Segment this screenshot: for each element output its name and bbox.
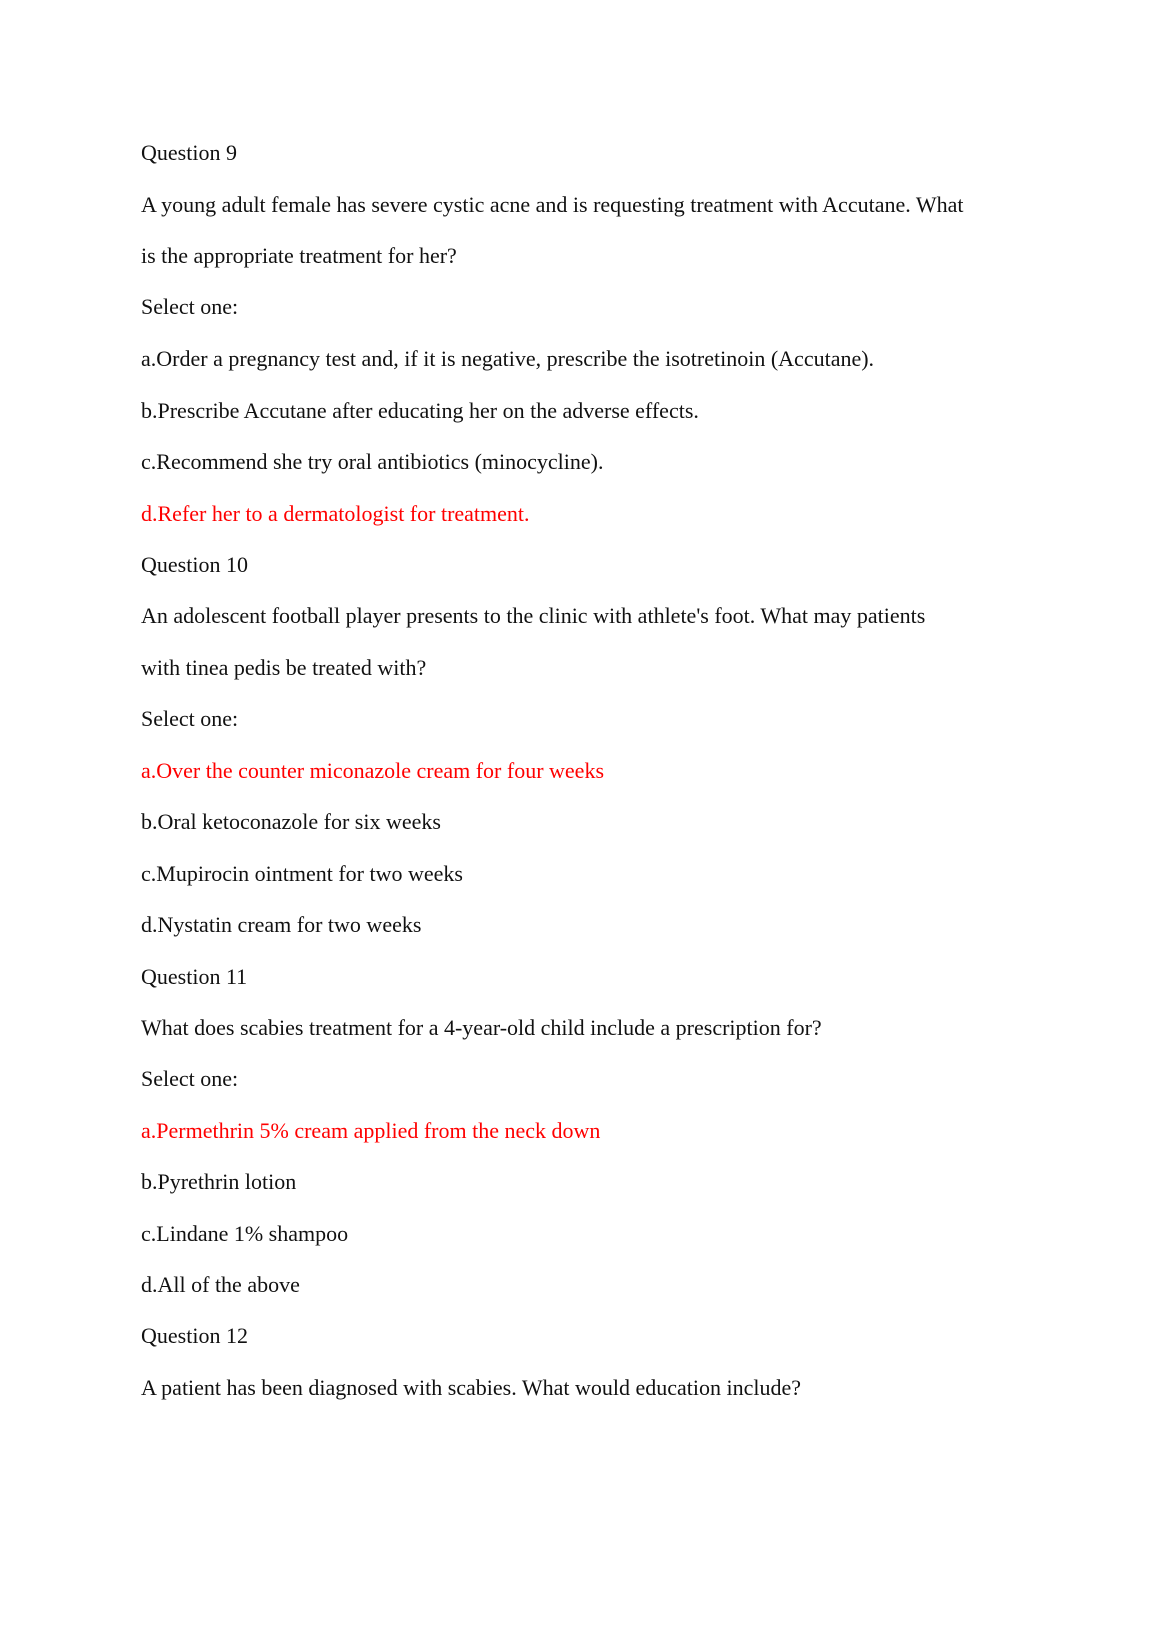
option-c: c.Lindane 1% shampoo <box>141 1221 349 1246</box>
question-heading: Question 9 <box>141 140 237 165</box>
option-a-correct: a.Permethrin 5% cream applied from the neck down <box>141 1118 601 1143</box>
option-a: a.Order a pregnancy test and, if it is negative, prescribe the isotretinoin (Accutane). <box>141 346 875 371</box>
select-one-label: Select one: <box>141 1066 239 1091</box>
question-stem-line: A young adult female has severe cystic acne and is requesting treatment with Accutane. What <box>141 192 964 217</box>
option-b: b.Prescribe Accutane after educating her on the adverse effects. <box>141 398 699 423</box>
option-b: b.Oral ketoconazole for six weeks <box>141 809 441 834</box>
question-stem-line: is the appropriate treatment for her? <box>141 243 457 268</box>
option-d: d.All of the above <box>141 1272 300 1297</box>
option-d-correct: d.Refer her to a dermatologist for treatment. <box>141 501 530 526</box>
question-stem-line: A patient has been diagnosed with scabies. What would education include? <box>141 1375 802 1400</box>
question-heading: Question 10 <box>141 552 248 577</box>
option-a-correct: a.Over the counter miconazole cream for four weeks <box>141 758 604 783</box>
select-one-label: Select one: <box>141 294 239 319</box>
select-one-label: Select one: <box>141 706 239 731</box>
question-stem-line: An adolescent football player presents to the clinic with athlete's foot. What may patients <box>141 603 926 628</box>
option-c: c.Recommend she try oral antibiotics (minocycline). <box>141 449 604 474</box>
option-c: c.Mupirocin ointment for two weeks <box>141 861 463 886</box>
question-stem-line: What does scabies treatment for a 4-year-old child include a prescription for? <box>141 1015 822 1040</box>
question-heading: Question 11 <box>141 964 248 989</box>
question-heading: Question 12 <box>141 1323 248 1348</box>
option-d: d.Nystatin cream for two weeks <box>141 912 422 937</box>
question-stem-line: with tinea pedis be treated with? <box>141 655 427 680</box>
option-b: b.Pyrethrin lotion <box>141 1169 297 1194</box>
